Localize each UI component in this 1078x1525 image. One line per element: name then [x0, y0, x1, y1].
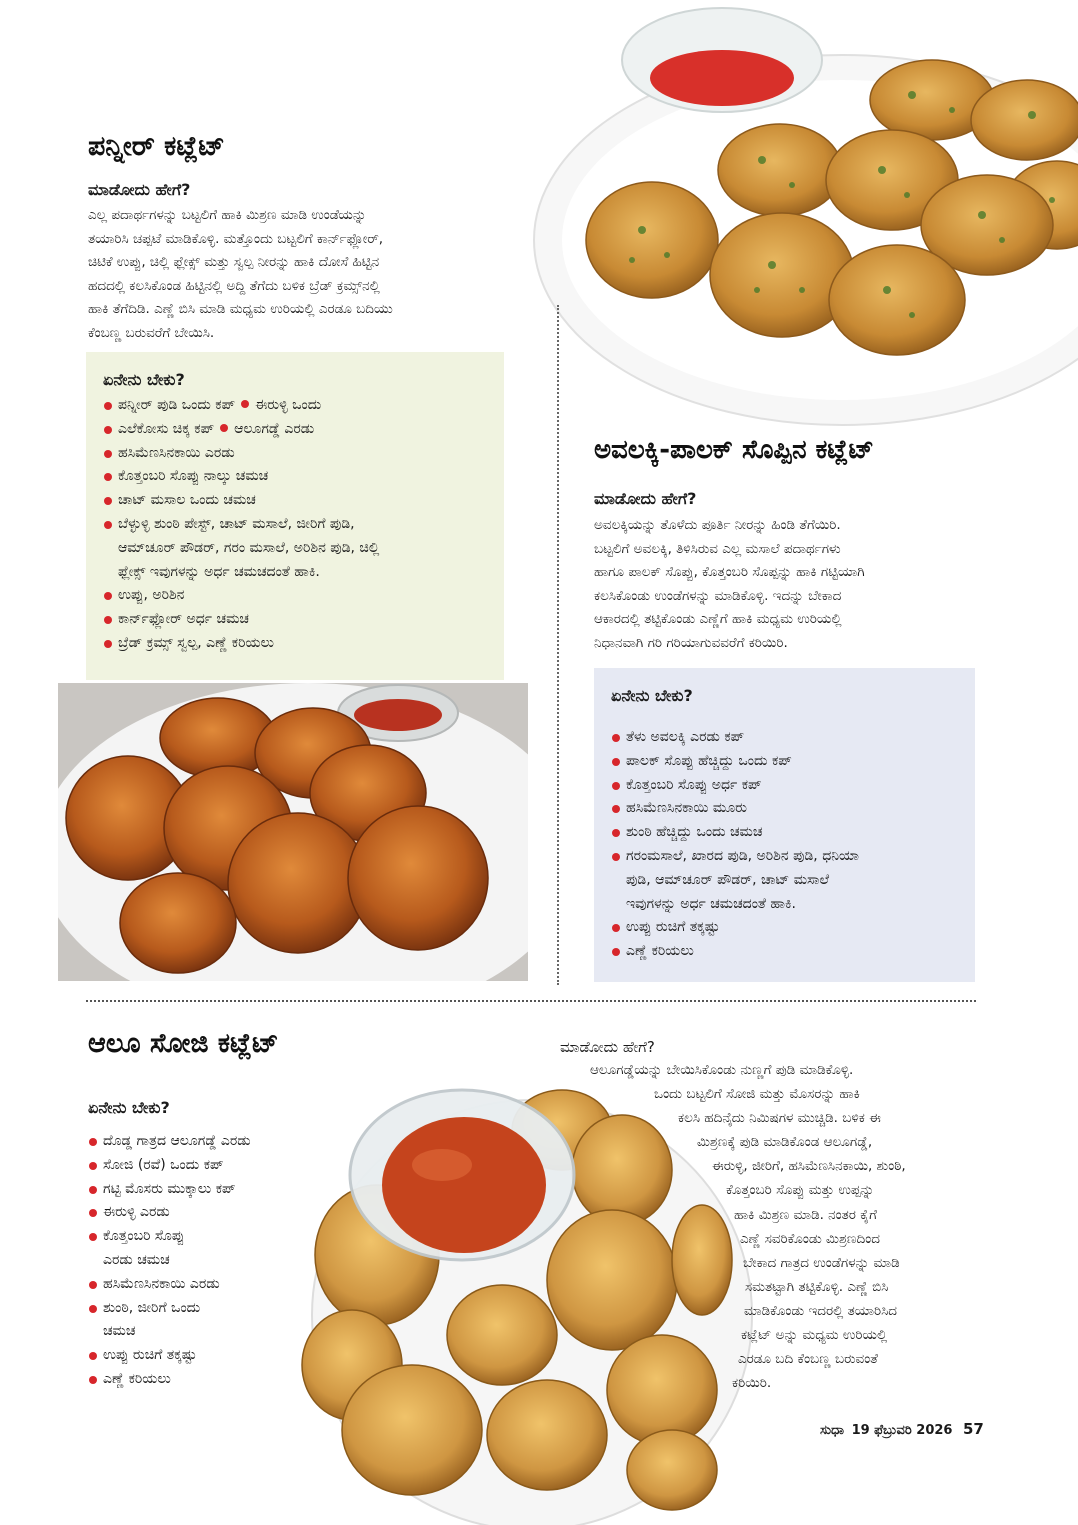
list-item: ಗಟ್ಟಿ ಮೊಸರು ಮುಕ್ಕಾಲು ಕಪ್ [88, 1178, 251, 1202]
list-item: ಶುಂಠಿ ಹೆಚ್ಚಿದ್ದು ಒಂದು ಚಮಚ [611, 821, 859, 845]
list-item: ಎಣ್ಣೆ ಕರಿಯಲು [611, 940, 859, 964]
list-item: ಪನ್ನೀರ್ ಪುಡಿ ಒಂದು ಕಪ್ ಈರುಳ್ಳಿ ಒಂದು [103, 394, 379, 418]
list-item: ಹಸಿಮೆಣಸಿನಕಾಯಿ ಎರಡು [103, 442, 379, 466]
list-item: ಹಸಿಮೆಣಸಿನಕಾಯಿ ಮೂರು [611, 797, 859, 821]
avalakki-ingredients-heading: ಏನೇನು ಬೇಕು? [611, 686, 693, 705]
list-item: ಚಾಟ್ ಮಸಾಲ ಒಂದು ಚಮಚ [103, 489, 379, 513]
avalakki-ingredients-list [611, 726, 859, 964]
list-item: ಉಪ್ಪು ರುಚಿಗೆ ತಕ್ಕಷ್ಟು [611, 916, 859, 940]
list-item: ಕಾರ್ನ್‌ಫ್ಲೋರ್ ಅರ್ಧ ಚಮಚ [103, 608, 379, 632]
list-item: ಕೊತ್ತಂಬರಿ ಸೊಪ್ಪು ಅರ್ಧ ಕಪ್ [611, 774, 859, 798]
list-item: ಶುಂಠಿ, ಜೀರಿಗೆ ಒಂದು ಚಮಚ [88, 1297, 251, 1345]
paneer-method-heading: ಮಾಡೋದು ಹೇಗೆ? [88, 180, 191, 199]
page-number: 57 [963, 1420, 984, 1438]
list-item: ಪಾಲಕ್ ಸೊಪ್ಪು ಹೆಚ್ಚಿದ್ದು ಒಂದು ಕಪ್ [611, 750, 859, 774]
paneer-ingredients-list [103, 394, 379, 656]
avalakki-method-text: ಅವಲಕ್ಕಿಯನ್ನು ತೊಳೆದು ಪೂರ್ತಿ ನೀರನ್ನು ಹಿಂಡಿ ತೆಗೆಯಿರಿ. ಬಟ್ಟಲಿಗೆ ಅವಲಕ್ಕಿ, ತಿಳಿಸಿರುವ ಎಲ್ಲ ಮಸಾಲೆ ಪದಾರ್ಥಗಳು ಹಾಗೂ ಪಾಲಕ್ ಸೊಪ್ಪು, ಕೊತ್ತಂಬರಿ ಸೊಪ್ಪನ್ನು ಹಾಕಿ ಗಟ್ಟಿಯಾಗಿ ಕಲಸಿಕೊಂಡು ಉಂಡೆಗಳನ್ನು ಮಾಡಿಕೊಳ್ಳಿ. ಇದನ್ನು ಬೇಕಾದ ಆಕಾರದಲ್ಲಿ ತಟ್ಟಿಕೊಂಡು ಎಣ್ಣೆಗೆ ಹಾಕಿ ಮಧ್ಯಮ ಉರಿಯಲ್ಲಿ ನಿಧಾನವಾಗಿ ಗರಿ ಗರಿಯಾಗುವವರೆಗೆ ಕರಿಯಿರಿ. [594, 517, 865, 651]
list-item: ತೆಳು ಅವಲಕ್ಕಿ ಎರಡು ಕಪ್ [611, 726, 859, 750]
magazine-name: ಸುಧಾ [820, 1423, 845, 1438]
avalakki-method-heading: ಮಾಡೋದು ಹೇಗೆ? [594, 489, 697, 508]
section-divider [86, 1000, 976, 1002]
page-footer [820, 1420, 984, 1438]
list-item: ಬ್ರೆಡ್ ಕ್ರಮ್ಸ್ ಸ್ವಲ್ಪ, ಎಣ್ಣೆ ಕರಿಯಲು [103, 632, 379, 656]
avalakki-ingredients-box [594, 668, 975, 982]
list-item: ಗರಂಮಸಾಲೆ, ಖಾರದ ಪುಡಿ, ಅರಿಶಿನ ಪುಡಿ, ಧನಿಯಾ ಪುಡಿ, ಆಮ್‌ಚೂರ್ ಪೌಡರ್, ಚಾಟ್ ಮಸಾಲೆ ಇವುಗಳನ್ನು ಅರ್ಧ ಚಮಚದಂತೆ ಹಾಕಿ. [611, 845, 859, 916]
aloo-method-text: ಆಲೂಗಡ್ಡೆಯನ್ನು ಬೇಯಿಸಿಕೊಂಡು ನುಣ್ಣಗೆ ಪುಡಿ ಮಾಡಿಕೊಳ್ಳಿ. ಒಂದು ಬಟ್ಟಲಿಗೆ ಸೋಜಿ ಮತ್ತು ಮೊಸರನ್ನು ಹಾಕಿ ಕಲಸಿ ಹದಿನೈದು ನಿಮಿಷಗಳ ಮುಚ್ಚಿಡಿ. ಬಳಿಕ ಈ ಮಿಶ್ರಣಕ್ಕೆ ಪುಡಿ ಮಾಡಿಕೊಂಡ ಆಲೂಗಡ್ಡೆ, ಈರುಳ್ಳಿ, ಜೀರಿಗೆ, ಹಸಿಮೆಣಸಿನಕಾಯಿ, ಶುಂಠಿ, ಕೊತ್ತಂಬರಿ ಸೊಪ್ಪು ಮತ್ತು ಉಪ್ಪನ್ನು ಹಾಕಿ ಮಿಶ್ರಣ ಮಾಡಿ. ನಂತರ ಕೈಗೆ ಎಣ್ಣೆ ಸವರಿಕೊಂಡು ಮಿಶ್ರಣದಿಂದ ಬೇಕಾದ ಗಾತ್ರದ ಉಂಡೆಗಳನ್ನು ಮಾಡಿ ಸಮತಟ್ಟಾಗಿ ತಟ್ಟಿಕೊಳ್ಳಿ. ಎಣ್ಣೆ ಬಿಸಿ ಮಾಡಿಕೊಂಡು ಇದರಲ್ಲಿ ತಯಾರಿಸಿದ ಕಟ್ಲೆಟ್ ಅನ್ನು ಮಧ್ಯಮ ಉರಿಯಲ್ಲಿ ಎರಡೂ ಬದಿ ಕೆಂಬಣ್ಣ ಬರುವಂತೆ ಕರಿಯಿರಿ. [590, 1062, 906, 1392]
paneer-ingredients-heading: ಏನೇನು ಬೇಕು? [103, 370, 185, 389]
paneer-ingredients-box [86, 352, 504, 680]
list-item: ಬೆಳ್ಳುಳ್ಳಿ ಶುಂಠಿ ಪೇಸ್ಟ್, ಚಾಟ್ ಮಸಾಲೆ, ಜೀರಿಗೆ ಪುಡಿ, ಆಮ್‌ಚೂರ್ ಪೌಡರ್, ಗರಂ ಮಸಾಲೆ, ಅರಿಶಿನ ಪುಡಿ, ಚಿಲ್ಲಿ ಫ್ಲೇಕ್ಸ್ ಇವುಗಳನ್ನು ಅರ್ಧ ಚಮಚದಂತೆ ಹಾಕಿ. [103, 513, 379, 584]
paneer-title: ಪನ್ನೀರ್ ಕಟ್ಲೆಟ್ [88, 131, 225, 162]
paneer-cutlet-photo [532, 0, 1078, 430]
list-item: ಎಲೆಕೋಸು ಚಿಕ್ಕ ಕಪ್ ಆಲೂಗಡ್ಡೆ ಎರಡು [103, 418, 379, 442]
fried-cutlet-photo [58, 683, 528, 981]
avalakki-title: ಅವಲಕ್ಕಿ-ಪಾಲಕ್ ಸೊಪ್ಪಿನ ಕಟ್ಲೆಟ್ [594, 435, 874, 465]
list-item: ಕೊತ್ತಂಬರಿ ಸೊಪ್ಪು ನಾಲ್ಕು ಚಮಚ [103, 465, 379, 489]
list-item: ಉಪ್ಪು, ಅರಿಶಿನ [103, 584, 379, 608]
column-divider [557, 305, 559, 985]
list-item: ಉಪ್ಪು ರುಚಿಗೆ ತಕ್ಕಷ್ಟು [88, 1344, 251, 1368]
list-item: ಈರುಳ್ಳಿ ಎರಡು [88, 1201, 251, 1225]
list-item: ಎಣ್ಣೆ ಕರಿಯಲು [88, 1368, 251, 1392]
aloo-ingredients-list [88, 1130, 251, 1392]
list-item: ಕೊತ್ತಂಬರಿ ಸೊಪ್ಪು ಎರಡು ಚಮಚ [88, 1225, 251, 1273]
aloo-title: ಆಲೂ ಸೋಜಿ ಕಟ್ಲೆಟ್ [88, 1028, 279, 1059]
paneer-method-text: ಎಲ್ಲ ಪದಾರ್ಥಗಳನ್ನು ಬಟ್ಟಲಿಗೆ ಹಾಕಿ ಮಿಶ್ರಣ ಮಾಡಿ ಉಂಡೆಯನ್ನು ತಯಾರಿಸಿ ಚಪ್ಪಟೆ ಮಾಡಿಕೊಳ್ಳಿ. ಮತ್ತೊಂದು ಬಟ್ಟಲಿಗೆ ಕಾರ್ನ್‌ಫ್ಲೋರ್, ಚಿಟಿಕೆ ಉಪ್ಪು, ಚಿಲ್ಲಿ ಫ್ಲೇಕ್ಸ್ ಮತ್ತು ಸ್ವಲ್ಪ ನೀರನ್ನು ಹಾಕಿ ದೋಸೆ ಹಿಟ್ಟಿನ ಹದದಲ್ಲಿ ಕಲಸಿಕೊಂಡ ಹಿಟ್ಟಿನಲ್ಲಿ ಅದ್ದಿ ತೆಗೆದು ಬಳಿಕ ಬ್ರೆಡ್ ಕ್ರಮ್ಸ್‌ನಲ್ಲಿ ಹಾಕಿ ತೆಗೆದಿಡಿ. ಎಣ್ಣೆ ಬಿಸಿ ಮಾಡಿ ಮಧ್ಯಮ ಉರಿಯಲ್ಲಿ ಎರಡೂ ಬದಿಯು ಕೆಂಬಣ್ಣ ಬರುವರೆಗೆ ಬೇಯಿಸಿ. [88, 207, 393, 341]
list-item: ಹಸಿಮೆಣಸಿನಕಾಯಿ ಎರಡು [88, 1273, 251, 1297]
list-item: ಸೋಜಿ (ರವೆ) ಒಂದು ಕಪ್ [88, 1154, 251, 1178]
aloo-method-heading: ಮಾಡೋದು ಹೇಗೆ? [560, 1038, 655, 1056]
list-item: ದೊಡ್ಡ ಗಾತ್ರದ ಆಲೂಗಡ್ಡೆ ಎರಡು [88, 1130, 251, 1154]
aloo-ingredients-heading: ಏನೇನು ಬೇಕು? [88, 1098, 170, 1117]
issue-date: 19 ಫೆಬ್ರುವರಿ 2026 [851, 1423, 953, 1438]
